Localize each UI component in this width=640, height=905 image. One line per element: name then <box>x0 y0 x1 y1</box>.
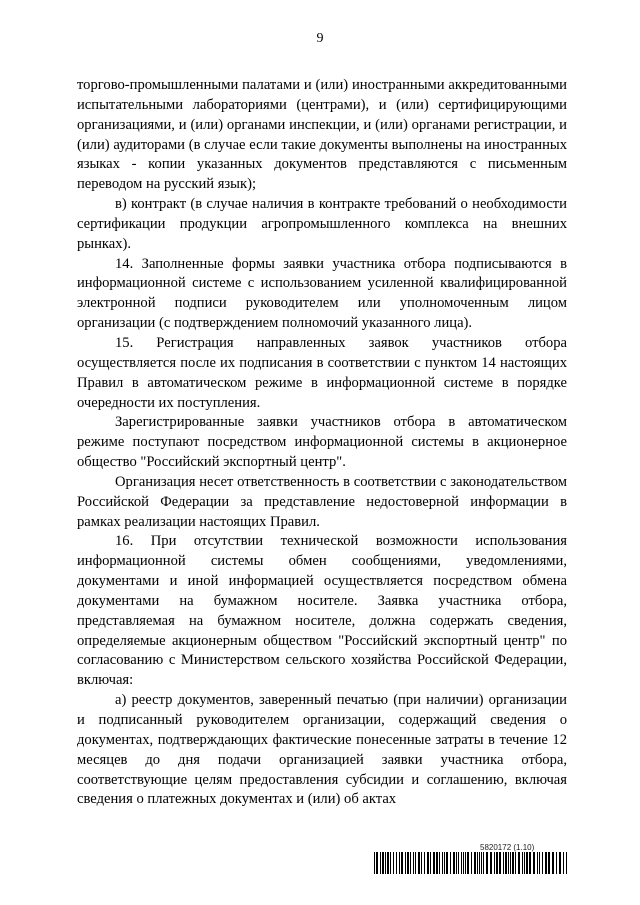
paragraph-item-v: в) контракт (в случае наличия в контракте требований о необходимости сертификации продукции агропромышленного комплекса на внешних рынках). <box>77 196 567 252</box>
document-body <box>77 76 567 810</box>
page-number: 9 <box>316 31 324 46</box>
barcode-image <box>374 852 568 874</box>
paragraph-continuation: торгово-промышленными палатами и (или) иностранными аккредитованными испытательными лабораториями (центрами), и (или) сертифицирующими организациями, и (или) органами инспекции, и (или) органами регистрации, и (или) аудиторами (в случае если такие документы выполнены на иностранных языках - копии указанных документов представляются с письменным переводом на русский язык); <box>77 77 567 193</box>
document-code: 5820172 (1.10) <box>480 843 535 852</box>
paragraph-responsibility: Организация несет ответственность в соответствии с законодательством Российской Федерации за представление недостоверной информации в рамках реализации настоящих Правил. <box>77 473 567 530</box>
paragraph-15: 15. Регистрация направленных заявок участников отбора осуществляется после их подписания в соответствии с пунктом 14 настоящих Правил в автоматическом режиме в информационной системе в порядке очередности их поступления. <box>77 334 567 411</box>
paragraph-registered-applications: Зарегистрированные заявки участников отбора в автоматическом режиме поступают посредством информационной системы в акционерное общество "Российский экспортный центр". <box>77 414 567 471</box>
paragraph-14: 14. Заполненные формы заявки участника отбора подписываются в информационной системе с использованием усиленной квалифицированной электронной подписи руководителем или уполномоченным лицом организации (с подтверждением полномочий указанного лица). <box>77 255 567 332</box>
paragraph-item-a: а) реестр документов, заверенный печатью (при наличии) организации и подписанный руководителем организации, содержащий сведения о документах, подтверждающих фактические понесенные затраты в течение 12 месяцев до дня подачи организацией заявки участника отбора, соответствующие целям предоставления субсидии и соглашению, включая сведения о платежных документах и (или) об актах <box>77 692 567 808</box>
paragraph-16: 16. При отсутствии технической возможности использования информационной системы обмен сообщениями, уведомлениями, документами и иной информацией осуществляется посредством обмена документами на бумажном носителе. Заявка участника отбора, представляемая на бумажном носителе, должна содержать сведения, определяемые акционерным обществом "Российский экспортный центр" по согласованию с Министерством сельского хозяйства Российской Федерации, включая: <box>77 533 567 689</box>
